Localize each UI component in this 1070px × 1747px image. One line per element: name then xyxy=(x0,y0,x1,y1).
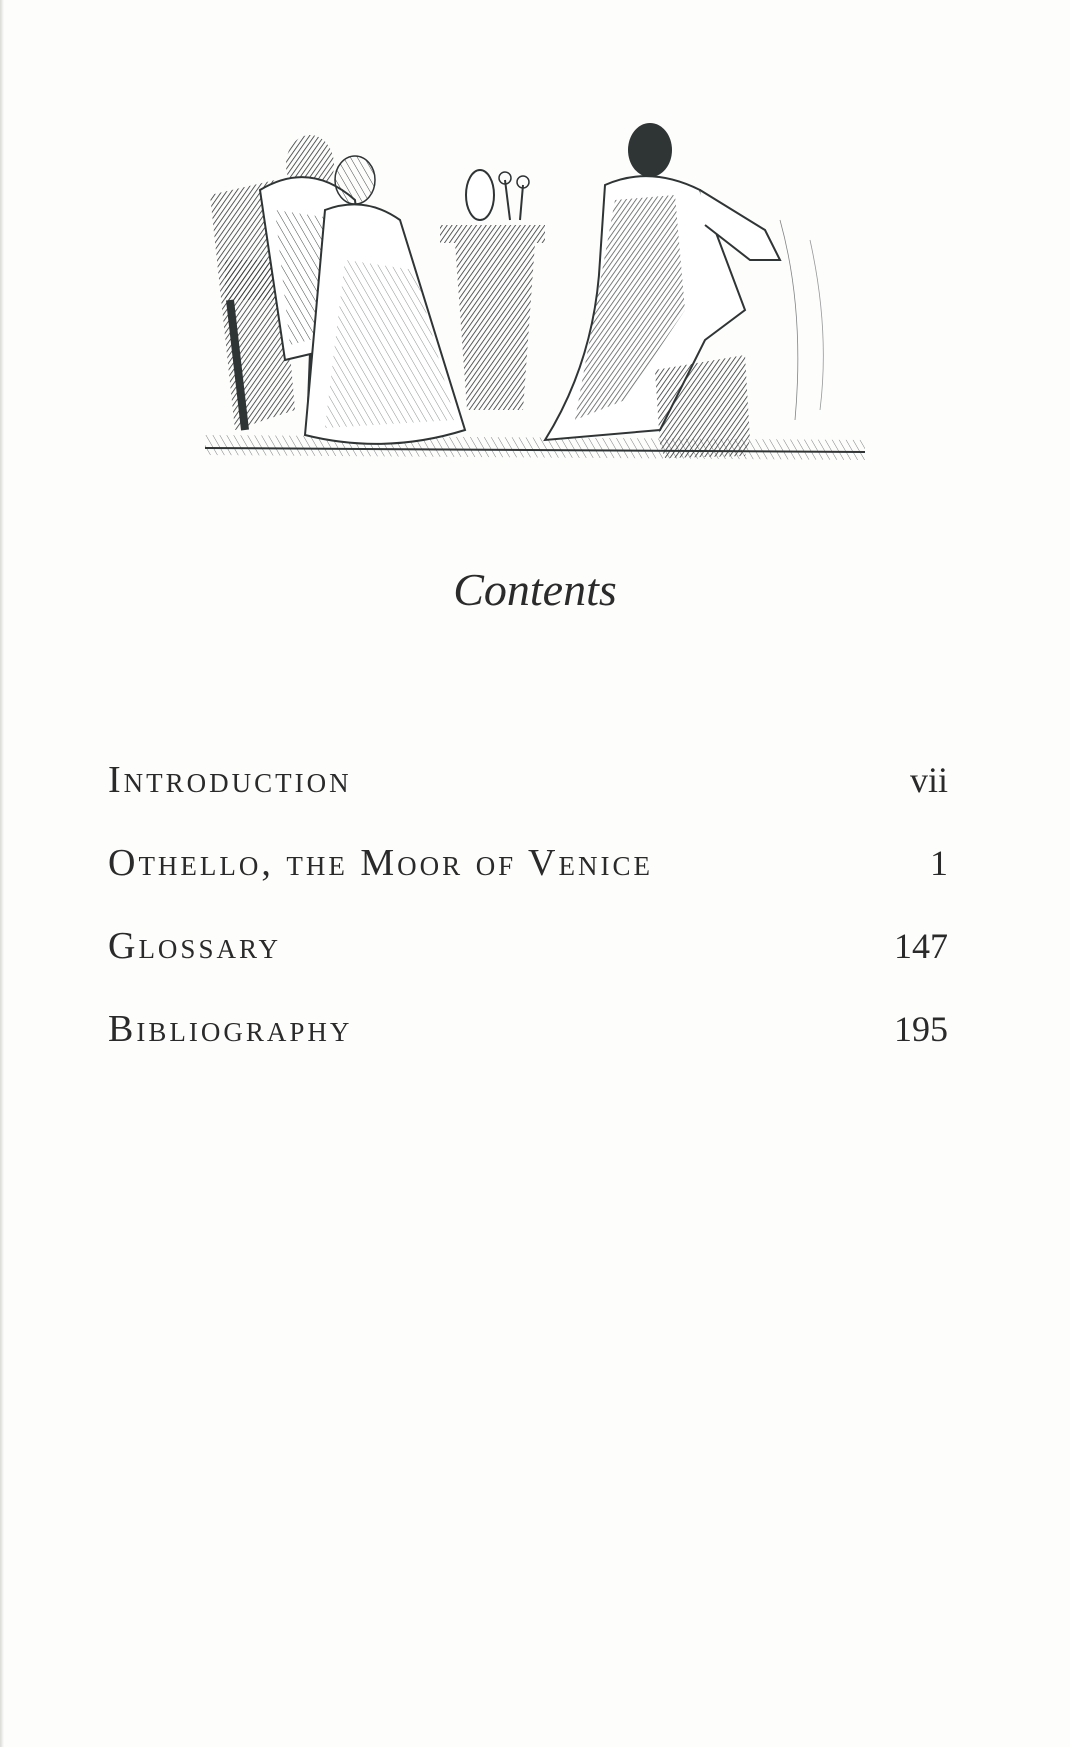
engraving-illustration-icon xyxy=(205,110,865,475)
table-of-contents xyxy=(108,758,948,1090)
toc-entry-label: Glossary xyxy=(108,925,281,967)
toc-entry-bibliography[interactable] xyxy=(108,1007,948,1090)
toc-entry-label: Bibliography xyxy=(108,1008,353,1050)
toc-entry-page-number: 195 xyxy=(894,1009,948,1049)
toc-entry-page-number: vii xyxy=(909,760,948,800)
toc-entry-othello[interactable] xyxy=(108,841,948,924)
page-title: Contents xyxy=(453,564,617,615)
scan-edge xyxy=(0,0,4,1747)
toc-entry-glossary[interactable] xyxy=(108,924,948,1007)
toc-entry-label: Introduction xyxy=(108,759,352,801)
toc-entry-page-number: 147 xyxy=(894,926,948,966)
toc-entry-page-number: 1 xyxy=(930,843,948,883)
toc-entry-label: Othello, the Moor of Venice xyxy=(108,842,653,884)
toc-entry-introduction[interactable] xyxy=(108,758,948,841)
